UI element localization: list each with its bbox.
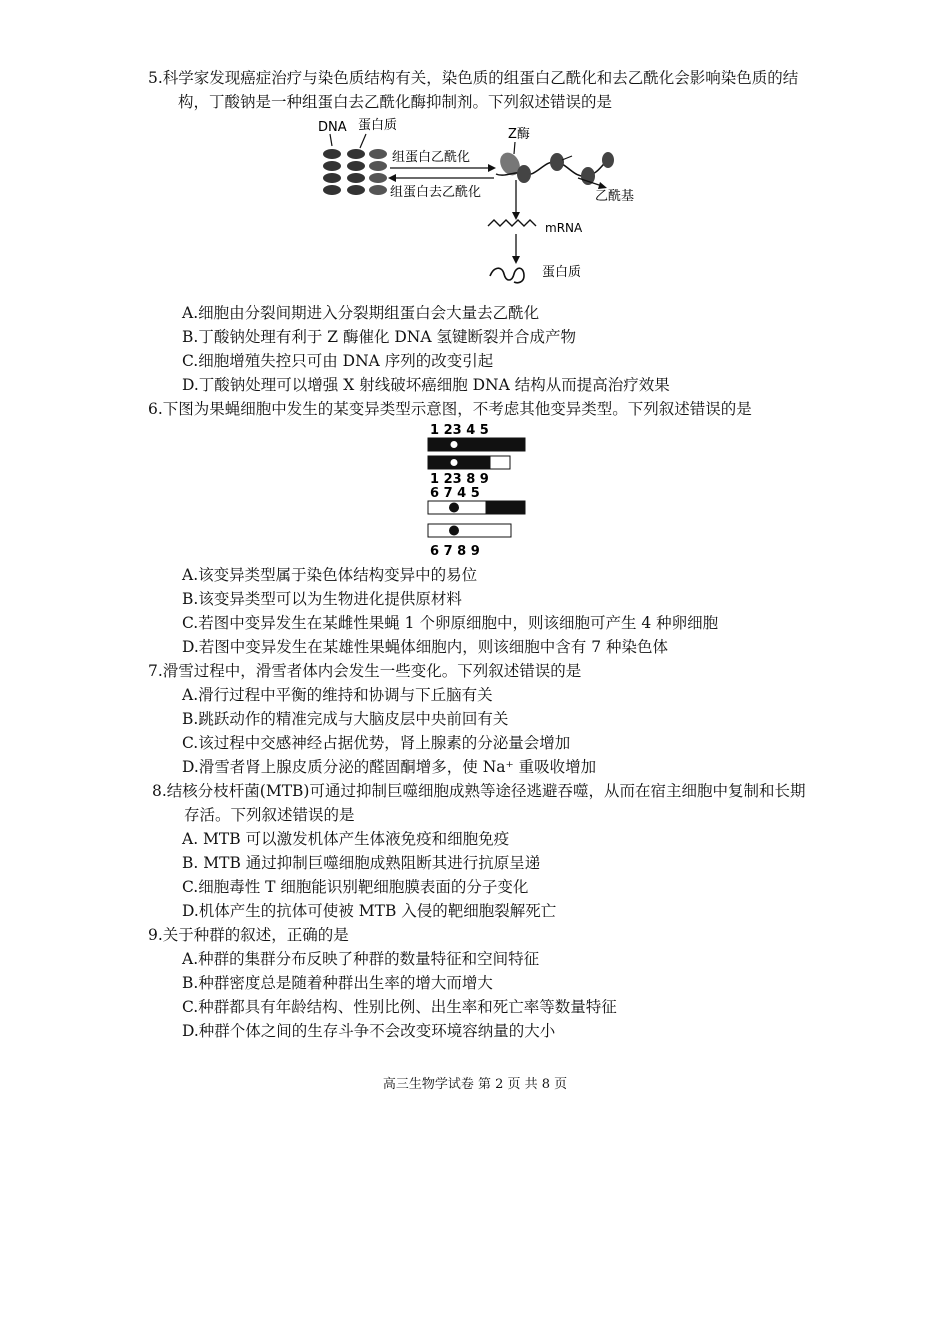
label-dna: DNA [318,120,347,135]
q5-stem-line1: 5.科学家发现癌症治疗与染色质结构有关，染色质的组蛋白乙酰化和去乙酰化会影响染色质的结 [148,69,799,87]
protein-shape [490,268,524,283]
q9-option-d: D.种群个体之间的生存斗争不会改变环境容纳量的大小 [182,1022,556,1040]
q6-option-b: B.该变异类型可以为生物进化提供原材料 [182,590,462,608]
q9-option-b: B.种群密度总是随着种群出生率的增大而增大 [182,974,493,992]
label-mrna: mRNA [545,221,583,235]
label-deacetylation: 组蛋白去乙酰化 [390,185,482,200]
q7-option-a: A.滑行过程中平衡的维持和协调与下丘脑有关 [182,686,493,704]
row4-labels: 6 7 8 9 [430,544,480,559]
q8-stem-line1: 8.结核分枝杆菌(MTB)可通过抑制巨噬细胞成熟等途径逃避吞噬，从而在宿主细胞中复制和长期 [152,782,806,800]
chromosome-4 [428,524,511,537]
q7-stem: 7.滑雪过程中，滑雪者体内会发生一些变化。下列叙述错误的是 [148,662,582,680]
q5-option-a: A.细胞由分裂间期进入分裂期组蛋白会大量去乙酰化 [182,304,540,322]
q8-option-d: D.机体产生的抗体可使被 MTB 入侵的靶细胞裂解死亡 [182,902,557,920]
label-acetyl: 乙酰基 [595,189,635,204]
q6-figure-chromosome-diagram [420,420,530,560]
chromosome-2 [428,456,490,469]
q6-option-c: C.若图中变异发生在某雌性果蝇 1 个卵原细胞中，则该细胞可产生 4 种卵细胞 [182,614,719,632]
label-acetylation: 组蛋白乙酰化 [392,150,471,165]
page-footer: 高三生物学试卷 第 2 页 共 8 页 [382,1077,568,1092]
mrna-shape [488,220,536,226]
q6-option-a: A.该变异类型属于染色体结构变异中的易位 [182,566,478,584]
label-protein-bottom: 蛋白质 [542,265,582,280]
q8-option-a: A. MTB 可以激发机体产生体液免疫和细胞免疫 [182,830,510,848]
label-z-enzyme: Z酶 [508,127,530,142]
q7-option-d: D.滑雪者肾上腺皮质分泌的醛固酮增多，使 Na⁺ 重吸收增加 [182,758,597,776]
nucleosome-stack-left [323,149,387,195]
label-protein-top: 蛋白质 [358,118,398,133]
q5-option-d: D.丁酸钠处理可以增强 X 射线破坏癌细胞 DNA 结构从而提高治疗效果 [182,376,670,394]
q6-stem: 6.下图为果蝇细胞中发生的某变异类型示意图，不考虑其他变异类型。下列叙述错误的是 [148,400,752,418]
q9-option-c: C.种群都具有年龄结构、性别比例、出生率和死亡率等数量特征 [182,998,617,1016]
q5-option-b: B.丁酸钠处理有利于 Z 酶催化 DNA 氢键断裂并合成产物 [182,328,576,346]
row3-labels: 6 7 4 5 [430,486,480,501]
q9-option-a: A.种群的集群分布反映了种群的数量特征和空间特征 [182,950,540,968]
q8-stem-line2: 存活。下列叙述错误的是 [184,806,355,824]
q7-option-c: C.该过程中交感神经占据优势，肾上腺素的分泌量会增加 [182,734,571,752]
q8-option-c: C.细胞毒性 T 细胞能识别靶细胞膜表面的分子变化 [182,878,529,896]
q6-option-d: D.若图中变异发生在某雄性果蝇体细胞内，则该细胞中含有 7 种染色体 [182,638,669,656]
q8-option-b: B. MTB 通过抑制巨噬细胞成熟阻断其进行抗原呈递 [182,854,541,872]
row1-labels: 1 23 4 5 [430,423,489,438]
q9-stem: 9.关于种群的叙述，正确的是 [148,926,349,944]
q7-option-b: B.跳跃动作的精准完成与大脑皮层中央前回有关 [182,710,509,728]
q5-figure-chromatin-diagram [310,116,650,292]
q5-stem-line2: 构，丁酸钠是一种组蛋白去乙酰化酶抑制剂。下列叙述错误的是 [178,93,613,111]
row2-labels: 1 23 8 9 [430,472,489,487]
chromosome-1 [428,438,525,451]
q5-option-c: C.细胞增殖失控只可由 DNA 序列的改变引起 [182,352,494,370]
